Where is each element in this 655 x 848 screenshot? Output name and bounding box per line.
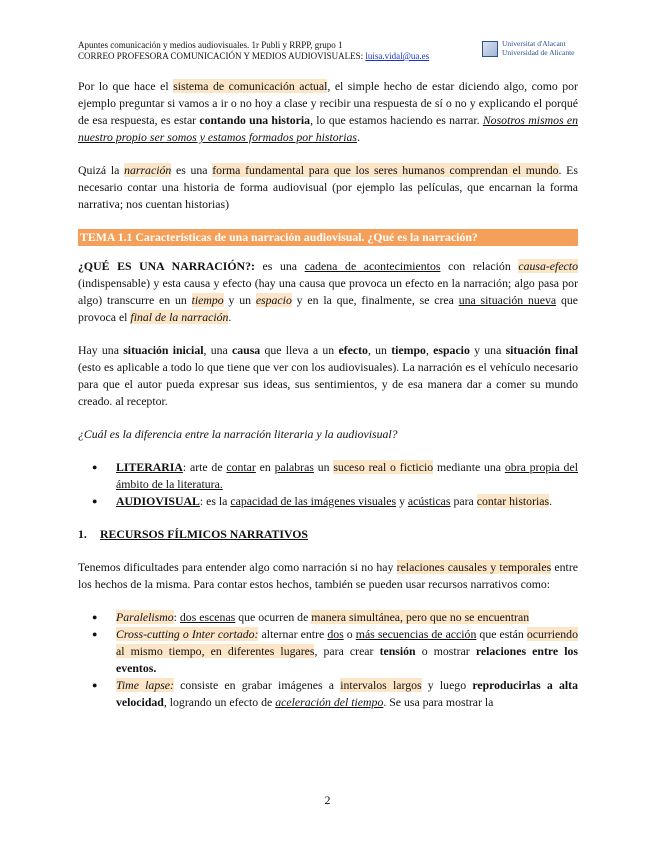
page-content	[78, 78, 578, 711]
question-literaria-audiovisual: ¿Cuál es la diferencia entre la narración literaria y la audiovisual?	[78, 427, 398, 441]
university-name-es: Universidad de Alicante	[502, 47, 575, 57]
list-recursos-narrativos	[78, 609, 578, 711]
email-link[interactable]: luisa.vidal@ua.es	[365, 51, 430, 61]
list-item-audiovisual: ● AUDIOVISUAL: es la capacidad de las imágenes visuales y acústicas para contar historias.	[116, 493, 578, 510]
heading-recursos-filmicos: 1. RECURSOS FÍLMICOS NARRATIVOS	[78, 527, 308, 541]
paragraph-relaciones-causales: Tenemos dificultades para entender algo como narración si no hay relaciones causales y temporales entre los hechos de la misma. Para contar estos hechos, también se pueden usar recursos narrativos como:	[78, 560, 579, 591]
list-item-paralelismo: ● Paralelismo: dos escenas que ocurren de manera simultánea, pero que no se encuentran	[116, 609, 578, 626]
list-item-cross-cutting: ● Cross-cutting o Inter cortado: alternar entre dos o más secuencias de acción que están ocurriendo al mismo tiempo, en diferentes lugares, para crear tensión o mostrar relaciones entre los eventos.	[116, 626, 578, 677]
header-title: Apuntes comunicación y medios audiovisuales. 1r Publi y RRPP, grupo 1	[78, 40, 343, 50]
header-contact-label: CORREO PROFESORA COMUNICACIÓN Y MEDIOS AUDIOVISUALES:	[78, 51, 366, 61]
page-number: 2	[324, 793, 331, 807]
university-logo	[482, 40, 574, 57]
university-name-va: Universitat d'Alacant	[502, 39, 566, 48]
paragraph-situacion-inicial: Hay una situación inicial, una causa que lleva a un efecto, un tiempo, espacio y una situación final (esto es aplicable a todo lo que tiene que ver con los audiovisuales). La narración es el vehículo necesario para que el autor pueda expresar sus ideas, sus sentimientos, y de esa manera dar a comer su mundo creado. al receptor.	[78, 343, 578, 408]
paragraph-que-es-narracion: ¿QUÉ ES UNA NARRACIÓN?: es una cadena de acontecimientos con relación causa-efecto (indispensable) y esta causa y efecto (hay una causa que provoca un efecto en la narración; algo pasa por algo) transcurre en un tiempo y un espacio y en la que, finalmente, se crea una situación nueva que provoca el final de la narración.	[78, 259, 578, 324]
university-crest-icon	[482, 41, 498, 57]
section-heading-tema-1-1: TEMA 1.1 Características de una narración audiovisual. ¿Qué es la narración?	[78, 229, 578, 246]
university-name	[502, 40, 574, 57]
paragraph-narracion-forma: Quizá la narración es una forma fundamental para que los seres humanos comprendan el mundo. Es necesario contar una historia de forma audiovisual (por ejemplo las películas, que encarnan la forma narrativa; nos cuentan historias)	[78, 163, 578, 211]
paragraph-sistema-comunicacion: Por lo que hace el sistema de comunicación actual, el simple hecho de estar diciendo algo, como por ejemplo preguntar si vamos a ir o no hoy a clase y recibir una respuesta de sí o no y explicando el porqué de esa respuesta, es estar contando una historia, lo que estamos haciendo es narrar. Nosotros mismos en nuestro propio ser somos y estamos formados por historias.	[78, 79, 579, 144]
list-literaria-audiovisual	[78, 459, 578, 510]
list-item-literaria: ● LITERARIA: arte de contar en palabras un suceso real o ficticio mediante una obra propia del ámbito de la literatura.	[116, 459, 578, 493]
list-item-time-lapse: ● Time lapse: consiste en grabar imágenes a intervalos largos y luego reproducirlas a alta velocidad, logrando un efecto de aceleración del tiempo. Se usa para mostrar la	[116, 677, 578, 711]
